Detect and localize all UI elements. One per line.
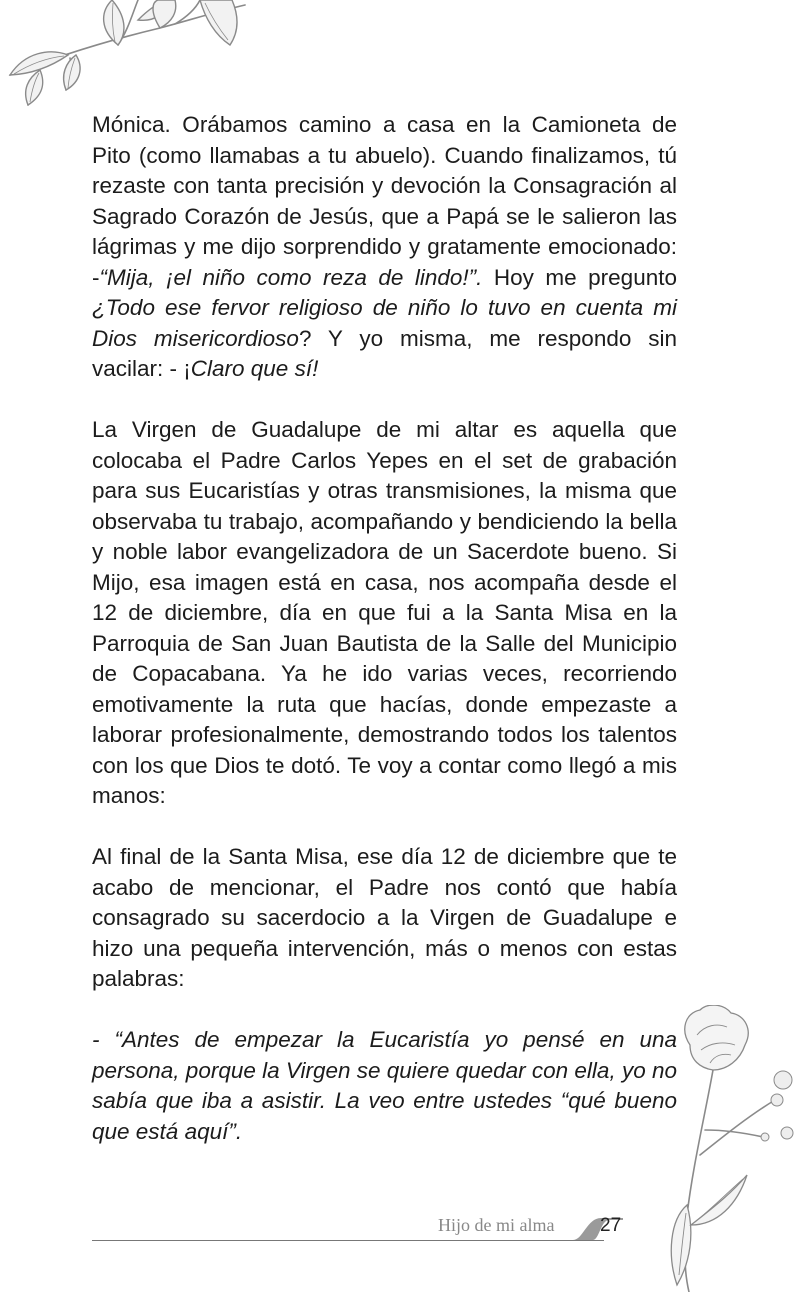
paragraph-prayer-memory	[92, 110, 677, 385]
text-run: Mónica. Orábamos camino a casa en la Camioneta de Pito (como llamabas a tu abuelo). Cuando finalizamos, tú rezaste con tanta precisión y devoción la Consagración al Sagrado Corazón de Jesús, que a Papá se le salieron las lágrimas y me dijo sorprendido y gratamente emocionado: -	[92, 112, 677, 290]
italic-run: “Mija, ¡el niño como reza de lindo!”.	[99, 264, 483, 290]
paragraph-virgin-of-guadalupe: La Virgen de Guadalupe de mi altar es aquella que colocaba el Padre Carlos Yepes en el set de grabación para sus Eucaristías y otras transmisiones, la misma que observaba tu trabajo, acompañando y bendiciendo la bella y noble labor evangelizadora de un Sacerdote bueno. Si Mijo, esa imagen está en casa, nos acompaña desde el 12 de diciembre, día en que fui a la Santa Misa en la Parroquia de San Juan Bautista de la Salle del Municipio de Copacabana. Ya he ido varias veces, recorriendo emotivamente la ruta que hacías, donde empezaste a laborar profesionalmente, demostrando todos los talentos con los que Dios te dotó. Te voy a contar como llegó a mis manos:	[92, 417, 677, 808]
text-run: Hoy me pregunto	[482, 264, 677, 290]
chapter-body-text	[92, 110, 677, 1147]
paragraph-priest-quote: - “Antes de empezar la Eucaristía yo pensé en una persona, porque la Virgen se quiere quedar con ella, yo no sabía que iba a asistir. La veo entre ustedes “qué bueno que está aquí”.	[92, 1027, 677, 1144]
italic-run: ¿Todo ese fervor religioso de niño lo tuvo en cuenta mi Dios misericordioso	[92, 295, 677, 351]
flower-stem-illustration	[665, 1005, 800, 1292]
book-title-footer: Hijo de mi alma	[438, 1215, 555, 1235]
leaf-branch-illustration	[0, 0, 260, 120]
page-number: 27	[600, 1215, 622, 1236]
italic-run: Claro que sí!	[190, 356, 319, 381]
text-run: ? Y yo misma, me respondo sin vacilar: - ¡	[92, 325, 677, 381]
footer-divider	[92, 1240, 604, 1241]
paragraph-end-of-mass: Al final de la Santa Misa, ese día 12 de diciembre que te acabo de mencionar, el Padre nos contó que había consagrado su sacerdocio a la Virgen de Guadalupe e hizo una pequeña intervención, más o menos con estas palabras:	[92, 844, 677, 991]
